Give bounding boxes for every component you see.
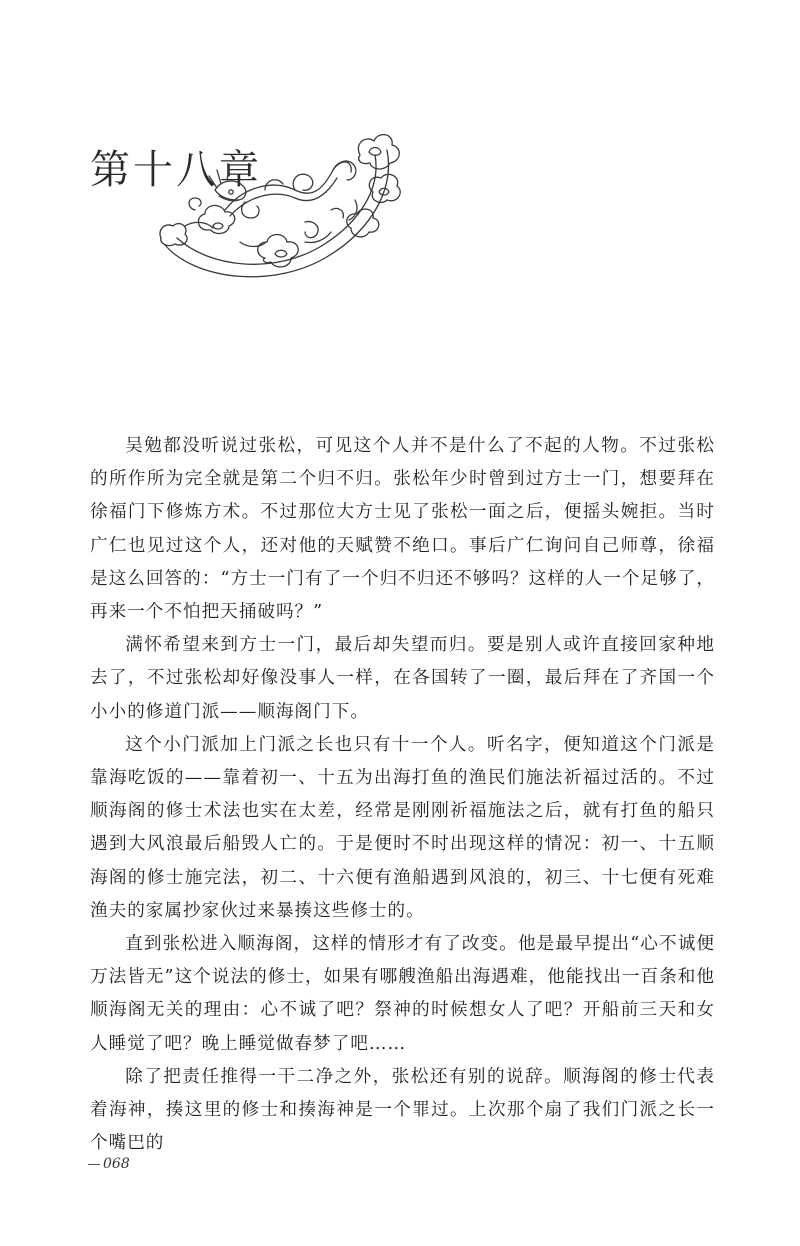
cloud-dragon-ornament-icon xyxy=(155,130,405,290)
paragraph: 吴勉都没听说过张松，可见这个人并不是什么了不起的人物。不过张松的所作所为完全就是第二个归不归。张松年少时曾到过方士一门，想要拜在徐福门下修炼方术。不过那位大方士见了张松一面之后，便摇头婉拒。当时广仁也见过这个人，还对他的天赋赞不绝口。事后广仁询问自己师尊，徐福是这么回答的：“方士一门有了一个归不归还不够吗？这样的人一个足够了，再来一个不怕把天捅破吗？” xyxy=(90,436,715,623)
chapter-title: 第十八章 xyxy=(90,147,262,193)
paragraph: 这个小门派加上门派之长也只有十一个人。听名字，便知道这个门派是靠海吃饭的——靠着初一、十五为出海打鱼的渔民们施法祈福过活的。不过顺海阁的修士术法也实在太差，经常是刚刚祈福施法之后，就有打鱼的船只遇到大风浪最后船毁人亡的。于是便时不时出现这样的情况：初一、十五顺海阁的修士施完法，初二、十六便有渔船遇到风浪的，初三、十七便有死难渔夫的家属抄家伙过来暴揍这些修士的。 xyxy=(90,734,715,921)
chapter-body xyxy=(90,430,715,1160)
paragraph: 直到张松进入顺海阁，这样的情形才有了改变。他是最早提出“心不诚便万法皆无”这个说法的修士，如果有哪艘渔船出海遇难，他能找出一百条和他顺海阁无关的理由：心不诚了吧？祭神的时候想女人了吧？开船前三天和女人睡觉了吧？晚上睡觉做春梦了吧…… xyxy=(90,934,715,1054)
paragraph: 除了把责任推得一干二净之外，张松还有别的说辞。顺海阁的修士代表着海神，揍这里的修士和揍海神是一个罪过。上次那个扇了我们门派之长一个嘴巴的 xyxy=(90,1066,715,1154)
paragraph: 满怀希望来到方士一门，最后却失望而归。要是别人或许直接回家种地去了，不过张松却好像没事人一样，在各国转了一圈，最后拜在了齐国一个小小的修道门派——顺海阁门下。 xyxy=(90,635,715,722)
page-number: 068 xyxy=(103,1156,130,1172)
footer-dash xyxy=(88,1164,100,1165)
page-footer xyxy=(88,1156,130,1172)
